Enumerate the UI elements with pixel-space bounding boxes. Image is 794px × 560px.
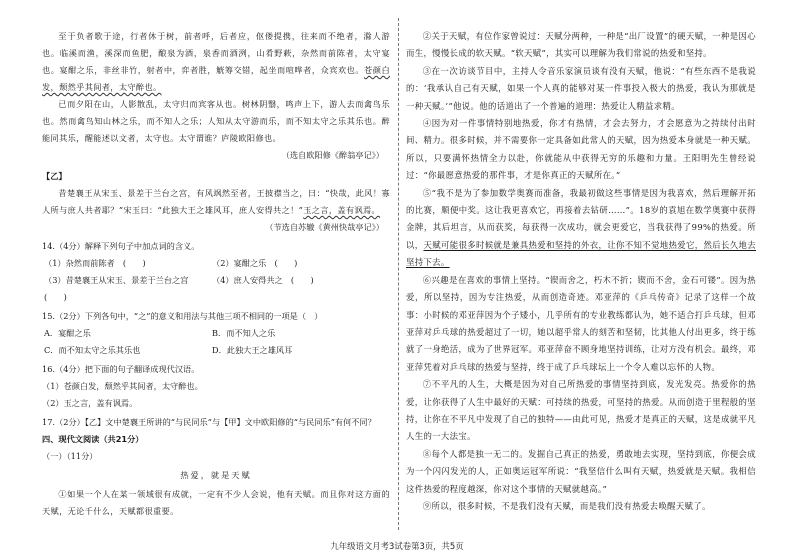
subsection-1-label: （一）（11分）	[42, 451, 98, 461]
question-15-option-b[interactable]: B．而不知人之乐	[212, 328, 276, 338]
question-16-title: 16.（4分）把下面的句子翻译成现代汉语。	[42, 364, 200, 374]
article-paragraph-2: ②关于天赋，有位作家曾说过：天赋分两种，一种是“出厂设置”的硬天赋，一种是因心而生，慢慢长成的软天赋。“软天赋”，其实可以理解为我们常说的热爱和坚持。	[406, 31, 756, 59]
passage-yi-underlined: 玉之言，盖有讽焉。	[303, 205, 381, 215]
article-paragraph-1: ①如果一个人在某一领域很有成就，一定有不少人会说，他有天赋。而且你对这方面的天赋，无论千什么，天赋都很重要。	[42, 489, 390, 516]
underlined-sentence: 苍颜白发，颓然乎其间者，太守醉也。	[42, 65, 390, 92]
question-14-item: （1）杂然而前陈者 ( )	[44, 258, 146, 268]
passage-jia-paragraph-2: 已而夕阳在山，人影散乱，太守归而宾客从也。树林阴翳，鸣声上下，游人去而禽鸟乐也。然而禽鸟知山林之乐，而不知人之乐；人知从太守游而乐，而不知太守之乐其乐也。醉能同其乐，醒能述以文者，太守也。太守谓谁？庐陵欧阳修也。	[42, 99, 390, 143]
article-paragraph-5	[406, 185, 756, 272]
source-citation-2: （节选自苏辙《黄州快哉亭记》）	[265, 222, 384, 232]
paragraph-5-text: ⑤“我不是为了参加数学奥赛而准备，我最初做这些事情是因为我喜欢，然后理解开拓的比赛，顺便中奖。这让我更喜欢它，再接着去钻研……”。18岁的袁旭在数学奥赛中获得金牌，其后坦言，从而获奖，每获得一次成功，就会更爱它，当我获得了99%的热爱。所以，	[406, 187, 756, 250]
question-14-item: （4）庶人安得共之 ( )	[212, 275, 314, 285]
article-paragraph-9: ⑨所以，很多时候，不是我们没有天赋，而是我们没有热爱去唤醒天赋了。	[422, 500, 711, 511]
question-14-item: （2）宴酣之乐 ( )	[212, 258, 298, 268]
question-14-row-2	[42, 272, 390, 306]
page-footer: 九年级语文月考3试卷第3页，共5页	[330, 541, 464, 551]
article-paragraph-6: ⑥兴趣是在喜欢的事情上坚持。“锲而舍之，朽木不折；锲而不舍，金石可镂”。因为热爱，所以坚持，因为专注热爱，从而创造奇迹。邓亚萍的《乒乓传奇》记录了这样一个故事：小时候的邓亚萍因为个子矮小，几乎所有的专业教练都认为，她不适合打乒乓球，但邓亚萍对乒乓球的热爱超过了一切，她以超乎常人的刻苦和坚韧，比其他人付出更多，终于练就了一身绝活，成为了世界冠军。邓亚萍奋不顾身地坚持训练，让对方没有机会。最终，邓亚萍凭着对乒乓球的热爱与坚持，终于成了乒乓球坛上一个令人难以忘怀的人物。	[406, 274, 756, 372]
question-15-options-row-1	[42, 325, 390, 342]
question-15-title: 15.（2分）下列各句中，“之”的意义和用法与其他三项不相同的一项是（ ）	[42, 311, 323, 321]
passage-yi-text: 昔楚襄王从宋玉、景差于兰台之宫，有风飒然至者，王披襟当之，曰：“快哉，此风！寡人所与庶人共者耶？”宋玉曰：“此独大王之雄风耳，庶人安得共之！”	[42, 188, 390, 215]
passage-jia-paragraph-1	[42, 28, 390, 96]
passage-text: 至于负者歌于途，行者休于树，前者呼，后者应，伛偻提携，往来而不绝者，滁人游也。临溪而渔，溪深而鱼肥，酿泉为酒，泉香而酒洌，山肴野蔌，杂然而前陈者，太守宴也。宴酣之乐，非丝非竹，射者中，弈者胜，觥筹交错，起坐而喧哗者，众宾欢也。	[42, 31, 390, 75]
column-divider	[398, 18, 399, 530]
question-15-options-row-2	[42, 342, 390, 359]
passage-yi	[42, 185, 390, 219]
article-paragraph-8: ⑧每个人都是独一无二的。发掘自己真正的热爱，勇敢地去实现，坚持到底，你便会成为一个闪闪发光的人，正如奥运冠军所说：“我坚信什么叫有天赋，热爱就是天赋。我相信这件热爱的程度越深，你对这个事情的天赋就越高。”	[406, 448, 756, 494]
article-paragraph-3: ③在一次访谈节目中，主持人令音乐家演员谈有没有天赋，他说：“有些东西不是我说的：‘我承认自己有天赋，如果一个人真的能够对某一件事投入极大的热爱，我认为那就是一种天赋。’”他说。他的话道出了一个普遍的道理：热爱让人精益求精。	[406, 65, 756, 111]
question-14-title: 14.（4分）解释下列句子中加点词的含义。	[42, 241, 200, 251]
question-17: 17.（2分）【乙】文中楚襄王所讲的“与民同乐”与【甲】文中欧阳修的“与民同乐”有何不同？	[42, 417, 376, 427]
question-16-item-2: （2）玉之言，盖有讽焉。	[42, 398, 138, 408]
article-paragraph-4: ④因为对一件事情特别地热爱，你才有热情，才会去努力，才会愿意为之持续付出时间、精力。很多时候，并不需要你一定具备如此常人的天赋，因为热爱本身就是一种天赋。所以，只要满怀热情全力以赴，你就能从中获得无穷的乐趣和力量。王阳明先生曾经说过：“你最愿意热爱的那件事，才是你真正的天赋所在。”	[406, 118, 756, 181]
question-14-item: （3）昔楚襄王从宋玉、景差于兰台之宫 ( )	[44, 275, 189, 302]
left-column	[42, 28, 390, 520]
section-4-heading: 四、现代文阅读（共21分）	[42, 434, 144, 444]
question-15-option-d[interactable]: D．此独大王之雄风耳	[212, 345, 293, 355]
source-citation-1: （选自欧阳修《醉翁亭记》）	[281, 150, 384, 160]
question-14-row-1	[42, 255, 390, 272]
paragraph-5-underlined: 天赋可能很多时候就是兼具热爱和坚持的外衣，让你不知不觉地热爱它，然后长久地去坚持下去。	[406, 239, 757, 268]
question-15-option-c[interactable]: C．而不知太守之乐其乐也	[44, 345, 141, 355]
question-16-item-1: （1）苍颜白发，颓然乎其间者，太守醉也。	[42, 381, 203, 391]
article-paragraph-7: ⑦不平凡的人生，大概是因为对自己所热爱的事情坚持到底，发光发亮。热爱你的热爱，让你获得了人生中最好的天赋：可持续的热爱，可坚持的热爱。从而创造于里程般的坚持，让你在不平凡中发现了自己的独特——由此可见，热爱才是真正的天赋，这是成就平凡人生的一大法宝。	[406, 379, 756, 442]
question-15-option-a[interactable]: A．宴酣之乐	[44, 328, 91, 338]
article-title: 热爱，就是天赋	[180, 470, 252, 480]
section-yi-label: 【乙】	[42, 171, 67, 181]
right-column	[406, 28, 756, 515]
